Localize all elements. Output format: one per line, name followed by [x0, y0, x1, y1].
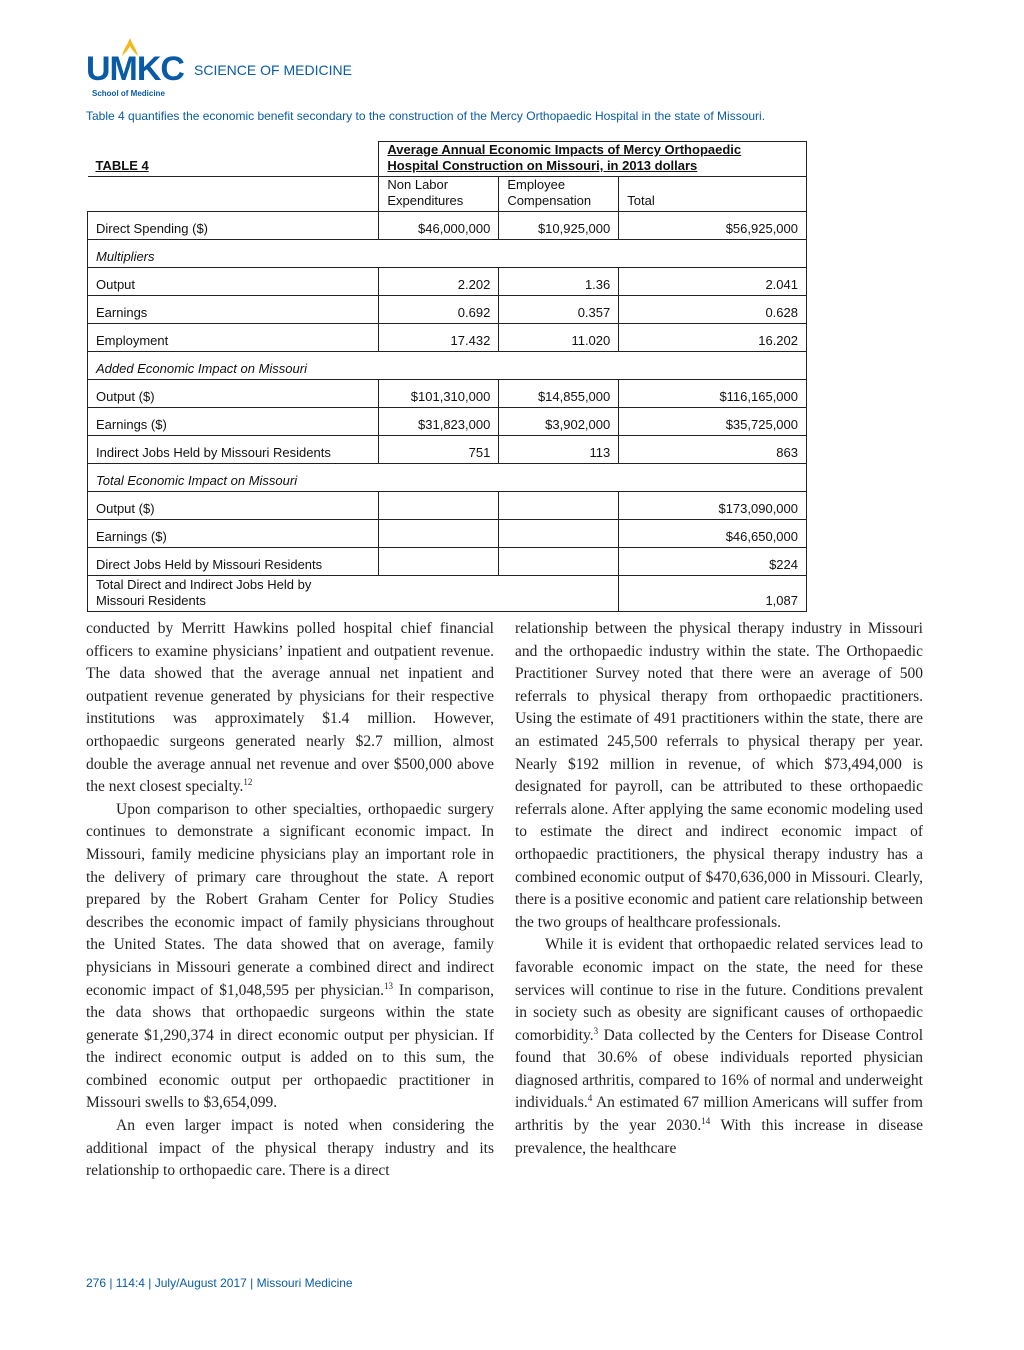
table-row: Earnings 0.692 0.357 0.628 — [88, 296, 807, 324]
table-section-row: Total Economic Impact on Missouri — [88, 464, 807, 492]
section-title: SCIENCE OF MEDICINE — [194, 62, 352, 78]
economic-impact-table — [87, 141, 807, 612]
table-section-row: Multipliers — [88, 240, 807, 268]
table-column-header-row — [88, 177, 807, 212]
paragraph: relationship between the physical therapy industry in Missouri and the orthopaedic industry within the state. The Orthopaedic Practitioner Survey noted that there were an average of 500 referrals to physical therapy from orthopaedic practitioners. Using the estimate of 491 practitioners within the state, there are an estimated 245,500 referrals to physical therapy per year. Nearly $192 million in revenue, of which $73,494,000 is designated for payroll, can be attributed to these orthopaedic referrals alone. After applying the same economic modeling used to estimate the direct and indirect economic impact of orthopaedic practitioners, the physical therapy industry has a combined economic output of $470,636,000 in Missouri. Clearly, there is a positive economic and patient care relationship between the two groups of healthcare professionals. — [515, 620, 923, 931]
logo-subtitle: School of Medicine — [92, 89, 165, 98]
umkc-logo: UMKC — [86, 50, 184, 88]
table-row: Employment 17.432 11.020 16.202 — [88, 324, 807, 352]
table-row: Output ($) $173,090,000 — [88, 492, 807, 520]
table-row: Total Direct and Indirect Jobs Held by Missouri Residents 1,087 — [88, 576, 807, 612]
table-title: Average Annual Economic Impacts of Mercy Orthopaedic Hospital Construction on Missouri, in 2013 dollars — [379, 142, 807, 177]
masthead — [86, 38, 486, 100]
body-column-left — [86, 618, 494, 1183]
column-header-total: Total — [619, 177, 807, 212]
paragraph: conducted by Merritt Hawkins polled hospital chief financial officers to examine physicians’ inpatient and outpatient revenue. The data showed that the average annual net inpatient and outpatient revenue generated by physicians for their respective institutions was approximately $1.4 million. However, orthopaedic surgeons generated nearly $2.7 million, almost double the average annual net revenue and over $500,000 above the next closest specialty.$^{12}$ — [86, 620, 494, 796]
table-row: Output ($) $101,310,000 $14,855,000 $116,165,000 — [88, 380, 807, 408]
table-row: Direct Spending ($) $46,000,000 $10,925,000 $56,925,000 — [88, 212, 807, 240]
table-caption: Table 4 quantifies the economic benefit secondary to the construction of the Mercy Orthopaedic Hospital in the state of Missouri. — [86, 109, 766, 123]
column-header-employee: Employee Compensation — [499, 177, 619, 212]
table-section-row: Added Economic Impact on Missouri — [88, 352, 807, 380]
paragraph: While it is evident that orthopaedic related services lead to favorable economic impact on the state, the need for these services will continue to rise in the future. Conditions prevalent in society such as obesity are significant causes of orthopaedic comorbidity.$^3$ Data collected by the Centers for Disease Control found that 30.6% of obese individuals reported physician diagnosed arthritis, compared to 16% of normal and underweight individuals.$^4$ An estimated 67 million Americans will suffer from arthritis by the year 2030.14 With this increase in disease prevalence, the healthcare — [515, 936, 923, 1157]
table-row: Output 2.202 1.36 2.041 — [88, 268, 807, 296]
body-column-right — [515, 618, 923, 1160]
table-label: TABLE 4 — [88, 142, 379, 177]
paragraph: An even larger impact is noted when considering the additional impact of the physical therapy industry and its relationship to orthopaedic care. There is a direct — [86, 1117, 494, 1180]
paragraph: Upon comparison to other specialties, orthopaedic surgery continues to demonstrate a significant economic impact. In Missouri, family medicine physicians play an important role in the delivery of primary care throughout the state. A report prepared by the Robert Graham Center for Policy Studies describes the economic impact of family physicians throughout the United States. The data showed that on average, family physicians in Missouri generate a combined direct and indirect economic impact of $1,048,595 per physician.$^{13}$ In comparison, the data shows that orthopaedic surgeons within the state generate $1,290,374 in direct economic output per physician. If the indirect economic output is added on to this sum, the combined economic output per orthopaedic practitioner in Missouri swells to $3,654,099. — [86, 800, 494, 1112]
table-header-row — [88, 142, 807, 177]
table-row: Direct Jobs Held by Missouri Residents $224 — [88, 548, 807, 576]
page-footer: 276 | 114:4 | July/August 2017 | Missouri Medicine — [86, 1276, 353, 1290]
column-header-non-labor: Non Labor Expenditures — [379, 177, 499, 212]
table-row: Indirect Jobs Held by Missouri Residents 751 113 863 — [88, 436, 807, 464]
table-row: Earnings ($) $46,650,000 — [88, 520, 807, 548]
table-row: Earnings ($) $31,823,000 $3,902,000 $35,725,000 — [88, 408, 807, 436]
